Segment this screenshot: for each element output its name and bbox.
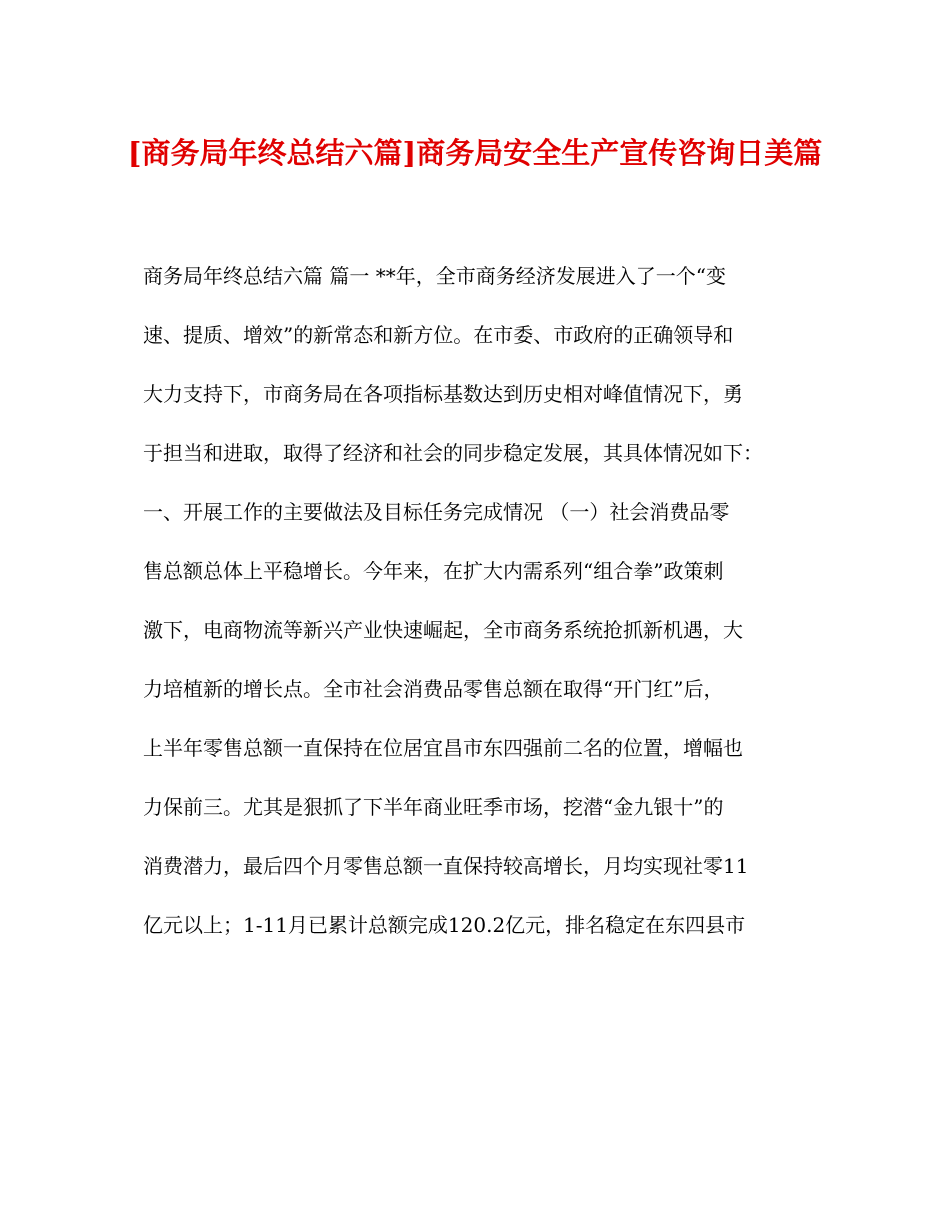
body-line: 一、开展工作的主要做法及目标任务完成情况 （一）社会消费品零 [143, 500, 730, 524]
body-line: 亿元以上；1-11月已累计总额完成120.2亿元，排名稳定在东四县市 [143, 913, 746, 937]
body-line: 速、提质、增效”的新常态和新方位。在市委、市政府的正确领导和 [143, 323, 734, 347]
body-line: 于担当和进取，取得了经济和社会的同步稳定发展，其具体情况如下： [143, 441, 763, 465]
body-line: 激下，电商物流等新兴产业快速崛起，全市商务系统抢抓新机遇，大 [143, 618, 743, 642]
document-title: [商务局年终总结六篇]商务局安全生产宣传咨询日美篇 [127, 136, 823, 170]
body-line: 大力支持下，市商务局在各项指标基数达到历史相对峰值情况下，勇 [143, 382, 743, 406]
document-body [143, 262, 803, 970]
body-line: 消费潜力，最后四个月零售总额一直保持较高增长，月均实现社零11 [143, 854, 749, 878]
body-line: 上半年零售总额一直保持在位居宜昌市东四强前二名的位置，增幅也 [143, 736, 743, 760]
body-line: 力培植新的增长点。全市社会消费品零售总额在取得“开门红”后， [143, 677, 724, 701]
body-line: 商务局年终总结六篇 篇一 **年，全市商务经济发展进入了一个“变 [143, 264, 726, 288]
body-line: 力保前三。尤其是狠抓了下半年商业旺季市场，挖潜“金九银十”的 [143, 795, 724, 819]
body-line: 售总额总体上平稳增长。今年来，在扩大内需系列“组合拳”政策刺 [143, 559, 724, 583]
